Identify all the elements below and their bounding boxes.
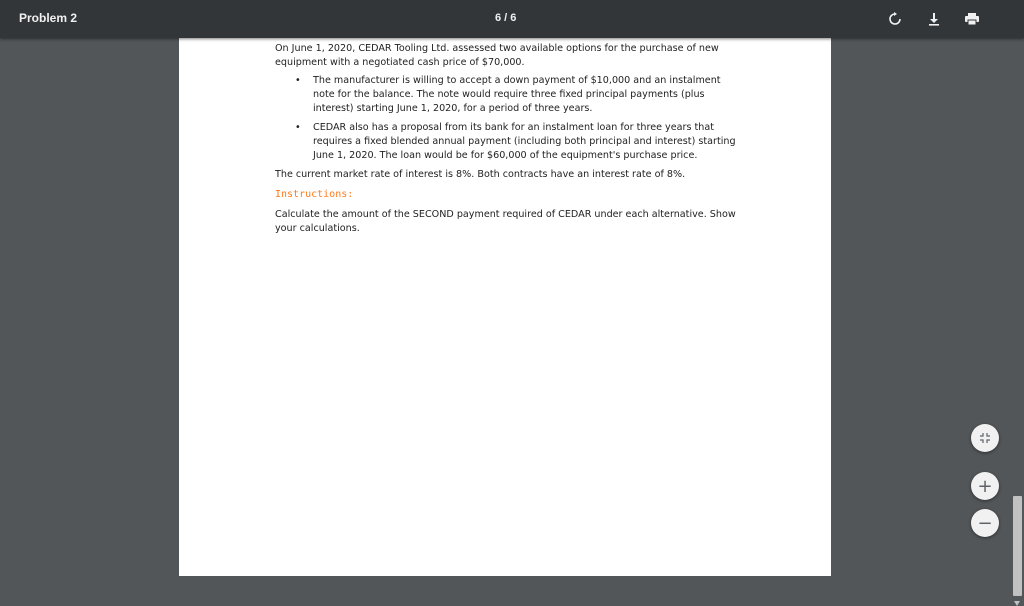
fit-to-page-button[interactable] <box>971 424 999 452</box>
scroll-down-arrow-icon[interactable] <box>1014 601 1020 606</box>
scroll-thumb[interactable] <box>1013 496 1022 596</box>
pdf-toolbar <box>0 0 1024 38</box>
rotate-button[interactable] <box>885 9 905 29</box>
bullet-dot: • <box>295 122 301 133</box>
document-title: Problem 2 <box>19 11 78 25</box>
list-item <box>275 74 745 116</box>
page-indicator: 6 / 6 <box>495 12 517 24</box>
download-icon <box>928 12 940 26</box>
intro-paragraph: On June 1, 2020, CEDAR Tooling Ltd. assessed two available options for the purchase of new equipment with a negotiated cash price of $70,000. <box>275 43 719 68</box>
instructions-heading: Instructions: <box>275 189 354 200</box>
pdf-page <box>179 38 831 576</box>
task-paragraph: Calculate the amount of the SECOND payment required of CEDAR under each alternative. Show your calculations. <box>275 209 736 234</box>
download-button[interactable] <box>924 9 944 29</box>
bullet-text: The manufacturer is willing to accept a down payment of $10,000 and an instalment note for the balance. The note would require three fixed principal payments (plus interest) starting June 1, 2020, for a period of three years. <box>313 75 721 114</box>
interest-rate-paragraph: The current market rate of interest is 8%. Both contracts have an interest rate of 8%. <box>275 169 686 180</box>
print-icon <box>964 12 980 26</box>
minus-icon: − <box>977 512 993 534</box>
plus-icon: + <box>977 475 993 497</box>
list-item <box>275 121 745 163</box>
bullet-dot: • <box>295 75 301 86</box>
rotate-icon <box>888 12 902 26</box>
options-list <box>275 74 745 163</box>
bullet-text: CEDAR also has a proposal from its bank for an instalment loan for three years that requires a fixed blended annual payment (including both principal and interest) starting June 1, 2020. The loan would be for $60,000 of the equipment's purchase price. <box>313 122 736 161</box>
page-content <box>275 42 745 236</box>
print-button[interactable] <box>962 9 982 29</box>
zoom-in-button[interactable] <box>971 472 999 500</box>
zoom-out-button[interactable] <box>971 509 999 537</box>
fit-page-icon <box>979 432 991 444</box>
vertical-scrollbar[interactable] <box>1011 38 1024 576</box>
